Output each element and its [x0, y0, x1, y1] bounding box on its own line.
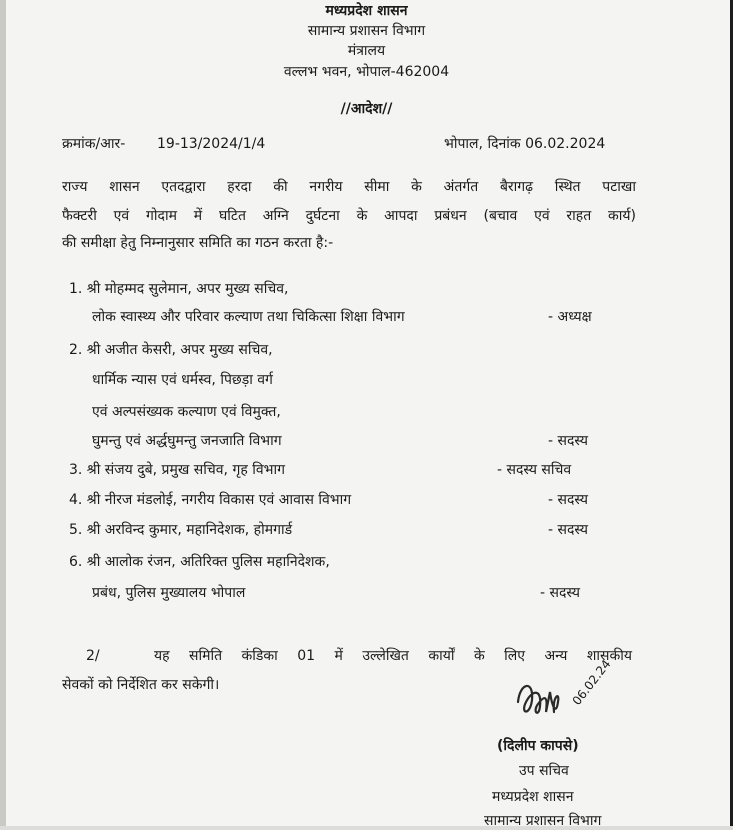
member-6-role: - सदस्य — [540, 585, 580, 601]
para-2-line: सेवकों को निर्देशित कर सकेगी। — [62, 677, 220, 693]
member-1-role: - अध्यक्ष — [548, 309, 592, 325]
member-6-dept: प्रबंध, पुलिस मुख्यालय भोपाल — [92, 585, 246, 601]
member-2-name: 2. श्री अजीत केसरी, अपर मुख्य सचिव, — [69, 342, 273, 358]
order-title: //आदेश// — [340, 101, 393, 117]
member-4-name: 4. श्री नीरज मंडलोई, नगरीय विकास एवं आवास विभाग — [69, 492, 352, 508]
signature-scribble — [512, 672, 632, 732]
signatory-government: मध्यप्रदेश शासन — [492, 789, 574, 805]
signatory-designation: उप सचिव — [519, 763, 569, 779]
intro-line: फैक्टरी एवं गोदाम में घटित अग्नि दुर्घटना के आपदा प्रबंधन (बचाव एवं राहत कार्य) — [62, 208, 636, 224]
reference-number: 19-13/2024/1/4 — [157, 136, 266, 152]
signature-date: 06.02.24 — [569, 657, 614, 708]
place-date: भोपाल, दिनांक 06.02.2024 — [444, 136, 606, 152]
para-2-line: यह समिति कंडिका 01 में उल्लेखित कार्यों के लिए अन्य शासकीय — [154, 648, 632, 664]
member-2-dept-line: घुमन्तु एवं अर्द्धघुमन्तु जनजाति विभाग — [92, 433, 282, 449]
member-6-name: 6. श्री आलोक रंजन, अतिरिक्त पुलिस महानिदेशक, — [69, 554, 330, 570]
header-government: मध्यप्रदेश शासन — [325, 3, 408, 19]
page-left-edge — [0, 0, 6, 826]
header-department: सामान्य प्रशासन विभाग — [307, 23, 426, 39]
member-3-role: - सदस्य सचिव — [497, 462, 572, 478]
member-3-name: 3. श्री संजय दुबे, प्रमुख सचिव, गृह विभाग — [69, 462, 285, 478]
para-2-number: 2/ — [86, 648, 100, 664]
member-2-dept-line: धार्मिक न्यास एवं धर्मस्व, पिछड़ा वर्ग — [92, 372, 273, 388]
member-4-role: - सदस्य — [548, 492, 588, 508]
member-1-dept: लोक स्वास्थ्य और परिवार कल्याण तथा चिकित्सा शिक्षा विभाग — [92, 309, 405, 325]
reference-number-label: क्रमांक/आर- — [62, 136, 126, 152]
intro-line: राज्य शासन एतदद्वारा हरदा की नगरीय सीमा के अंतर्गत बैरागढ़ स्थित पटाखा — [62, 179, 636, 195]
member-5-role: - सदस्य — [548, 522, 588, 538]
signatory-name: (दिलीप कापसे) — [497, 738, 579, 754]
header-ministry: मंत्रालय — [347, 43, 386, 59]
member-5-name: 5. श्री अरविन्द कुमार, महानिदेशक, होमगार्ड — [69, 522, 293, 538]
signatory-department: सामान्य प्रशासन विभाग — [484, 813, 602, 829]
intro-line: की समीक्षा हेतु निम्नानुसार समिति का गठन करता है:- — [62, 235, 334, 251]
header-address: वल्लभ भवन, भोपाल-462004 — [283, 64, 450, 80]
member-2-role: - सदस्य — [548, 433, 588, 449]
member-2-dept-line: एवं अल्पसंख्यक कल्याण एवं विमुक्त, — [92, 404, 281, 420]
member-1-name: 1. श्री मोहम्मद सुलेमान, अपर मुख्य सचिव, — [69, 281, 289, 297]
